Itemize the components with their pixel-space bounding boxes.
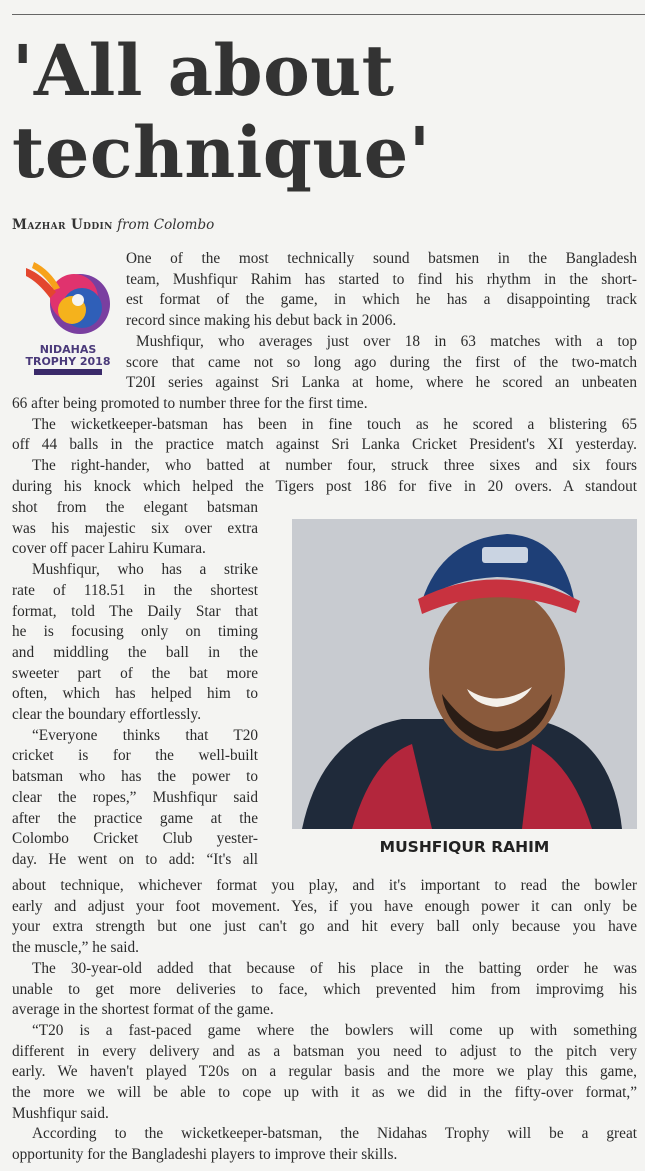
byline-author: Mazhar Uddin — [12, 217, 113, 233]
byline — [12, 217, 214, 233]
text-line: record since making his debut back in 2006. — [126, 312, 397, 330]
text-line: est format of the game, in which he has a disappointing track — [126, 291, 637, 309]
text-line: The right-hander, who batted at number four, struck three sixes and six fours — [32, 457, 637, 475]
logo-title — [20, 344, 116, 368]
logo-title-line2: TROPHY 2018 — [25, 355, 111, 368]
player-photo — [292, 519, 637, 829]
text-line: format, told The Daily Star that — [12, 602, 258, 620]
text-line: shot from the elegant batsman — [12, 499, 258, 516]
text-line: different in every delivery and as a batsman you need to adjust to the pitch very — [12, 1042, 637, 1060]
text-line: “Everyone thinks that T20 — [32, 726, 258, 744]
text-line: the muscle,” he said. — [12, 939, 140, 957]
text-line: after the practice game at the — [12, 809, 258, 827]
headline: 'All about technique' — [12, 29, 431, 194]
text-line: cricket is for the well-built — [12, 747, 258, 765]
text-line: he is focusing only on timing — [12, 623, 258, 641]
text-line: sweeter part of the bat more — [12, 664, 258, 682]
text-line: Colombo Cricket Club yester- — [12, 830, 258, 848]
text-line: opportunity for the Bangladeshi players to improve their skills. — [12, 1146, 398, 1164]
text-line: about technique, whichever format you play, and it's important to read the bowler — [12, 877, 637, 894]
text-line: team, Mushfiqur Rahim has started to find his rhythm in the short- — [126, 270, 637, 288]
text-line: early. We haven't played T20s on a regular basis and the more we play this game, — [12, 1063, 637, 1081]
text-line: your extra strength but one just can't go and hit every ball only because you have — [12, 918, 637, 936]
text-line: T20I series against Sri Lanka at home, where he scored an unbeaten — [126, 374, 637, 392]
photo-caption: MUSHFIQUR RAHIM — [379, 838, 550, 856]
logo-title-line1: NIDAHAS — [39, 343, 97, 356]
text-line: unable to get more deliveries to face, which prevented him from improvimg his — [12, 980, 637, 998]
paragraph-2-3-4-full — [12, 394, 637, 498]
text-line: The 30-year-old added that because of his place in the batting order he was — [32, 959, 637, 977]
text-line: often, which has helped him to — [12, 685, 258, 703]
text-line: and middling the ball in the — [12, 643, 258, 661]
text-line: clear the ropes,” Mushfiqur said — [12, 788, 258, 806]
text-line: off 44 balls in the practice match against Sri Lanka Cricket President's XI yesterday. — [12, 436, 637, 454]
text-line: clear the boundary effortlessly. — [12, 706, 202, 724]
text-line: early and adjust your foot movement. Yes, if you have enough power it can only be — [12, 897, 637, 915]
text-line: Mushfiqur, who has a strike — [32, 561, 258, 579]
text-line: 66 after being promoted to number three for the first time. — [12, 395, 368, 412]
top-rule — [12, 14, 645, 15]
text-line: rate of 118.51 in the shortest — [12, 581, 258, 599]
byline-location: from Colombo — [117, 217, 215, 233]
text-line: average in the shortest format of the game. — [12, 1001, 274, 1019]
article-tail — [12, 876, 637, 1166]
text-line: during his knock which helped the Tigers post 186 for five in 20 overs. A standout — [12, 477, 637, 495]
column-beside-photo — [12, 498, 258, 871]
paragraph-1 — [126, 249, 637, 332]
text-line: One of the most technically sound batsmen in the Bangladesh — [126, 250, 637, 267]
text-line: The wicketkeeper-batsman has been in fine touch as he scored a blistering 65 — [32, 415, 637, 433]
paragraph-2-start — [126, 332, 637, 394]
text-line: cover off pacer Lahiru Kumara. — [12, 540, 206, 558]
logo-sponsor-strip — [34, 369, 102, 375]
text-line: the more we will be able to cope up with it as we did in the fifty-over format,” — [12, 1084, 637, 1102]
text-line: score that came not so long ago during the first of the two-match — [126, 353, 637, 371]
text-line: Mushfiqur, who averages just over 18 in 63 matches with a top — [136, 333, 637, 350]
text-line: day. He went on to add: “It's all — [12, 850, 258, 868]
text-line: was his majestic six over extra — [12, 519, 258, 537]
text-line: “T20 is a fast-paced game where the bowlers will come up with something — [32, 1021, 637, 1039]
text-line: According to the wicketkeeper-batsman, the Nidahas Trophy will be a great — [32, 1125, 637, 1143]
text-line: batsman who has the power to — [12, 768, 258, 786]
text-line: Mushfiqur said. — [12, 1104, 109, 1122]
player-portrait-illustration — [292, 519, 637, 829]
